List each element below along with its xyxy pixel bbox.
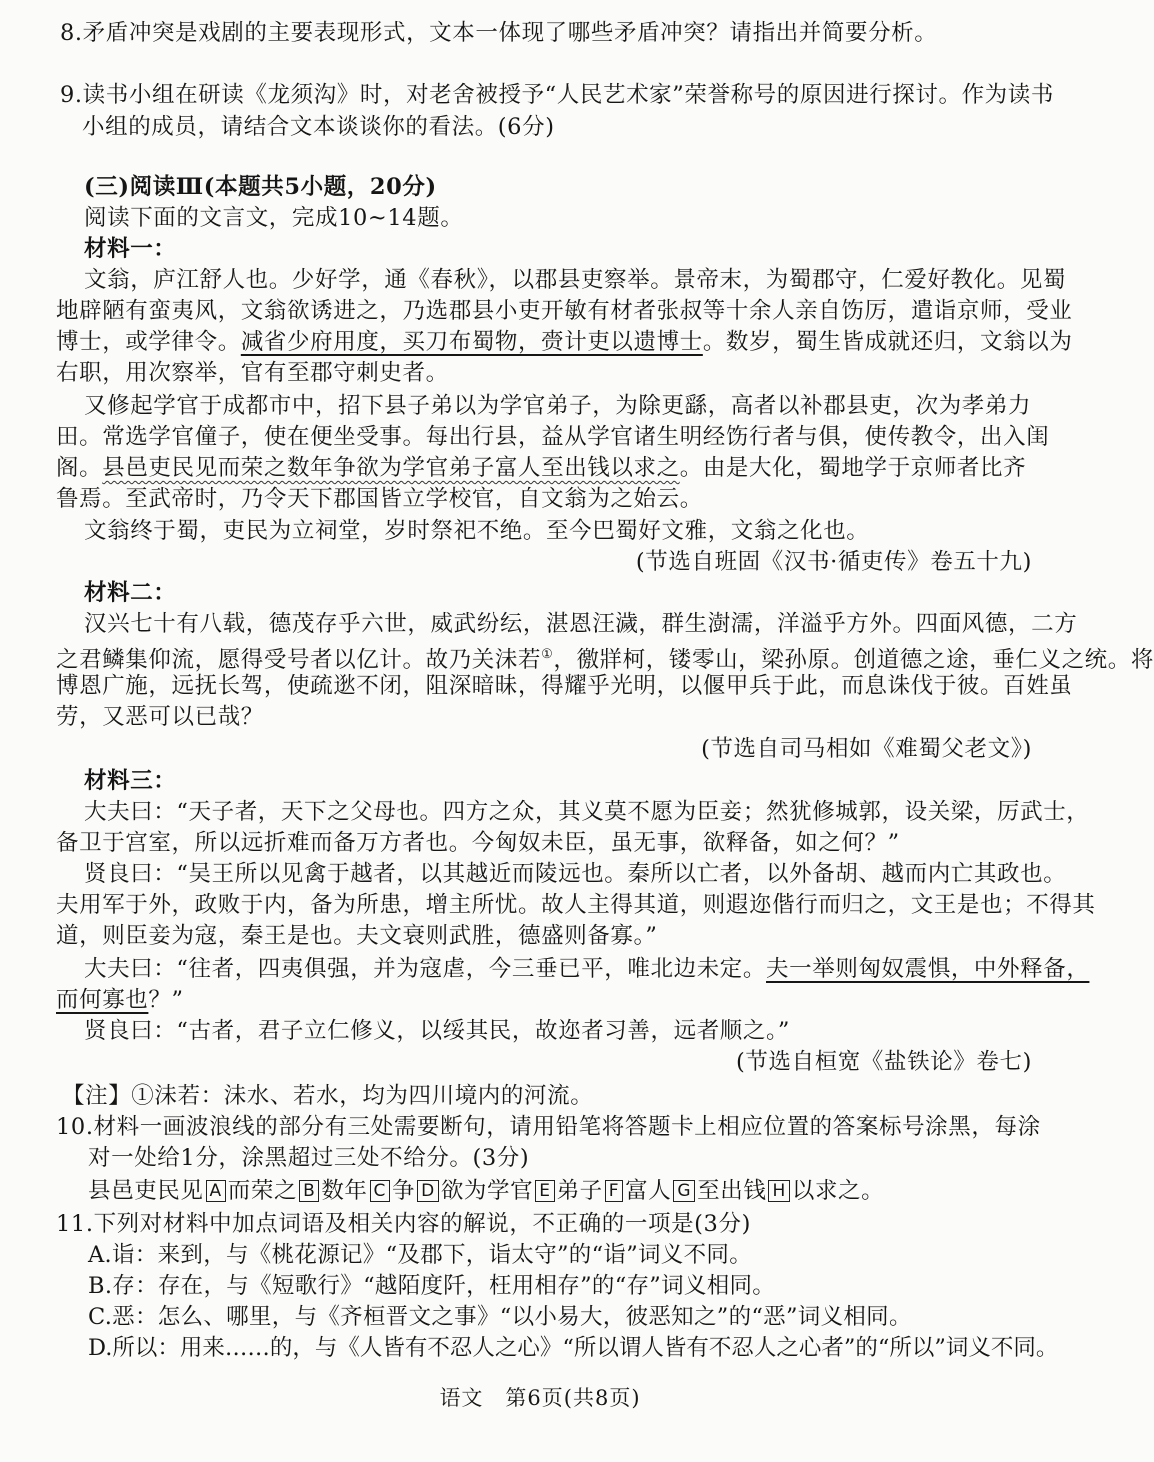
m1-p1-line-3-end: 。数岁，蜀生皆成就还归，文翁以为: [702, 329, 1073, 355]
q11-option-b: B.存：存在，与《短歌行》“越陌度阡，枉用相存”的“存”词义相同。: [88, 1273, 776, 1299]
q10-seg-7: 至出钱: [697, 1178, 767, 1204]
material-1-source: (节选自班固《汉书·循吏传》卷五十九): [635, 549, 1032, 575]
question-8: 8.矛盾冲突是戏剧的主要表现形式，文本一体现了哪些矛盾冲突？请指出并简要分析。: [60, 20, 938, 46]
answer-box-e[interactable]: E: [535, 1180, 554, 1202]
question-10-options: [88, 1176, 884, 1206]
m1-p1-line-1: 文翁，庐江舒人也。少好学，通《春秋》，以郡县吏察举。景帝末，为蜀郡守，仁爱好教化。见蜀: [84, 267, 1067, 293]
m3-dialogue-3-end: ？”: [148, 987, 184, 1013]
material-3-title: 材料三：: [84, 768, 177, 794]
m1-p2-line-2: 田。常选学官僮子，使在便坐受事。每出行县，益从学官诸生明经饬行者与俱，使传教令，出入闺: [56, 424, 1050, 450]
question-10-line-1: 10.材料一画波浪线的部分有三处需要断句，请用铅笔将答题卡上相应位置的答案标号涂黑，每涂: [56, 1114, 1041, 1140]
answer-box-a[interactable]: A: [206, 1180, 226, 1202]
answer-box-c[interactable]: C: [370, 1180, 390, 1202]
section-heading: (三)阅读Ⅲ(本题共5小题，20分): [84, 174, 437, 200]
m1-p2-line-3-end: 。由是大化，蜀地学于京师者比齐: [679, 455, 1027, 481]
m3-dialogue-2-line-3: 道，则臣妾为寇，秦王是也。夫文衰则武胜，德盛则备寡。”: [56, 923, 658, 949]
answer-box-b[interactable]: B: [299, 1180, 319, 1202]
answer-box-f[interactable]: F: [605, 1180, 623, 1202]
m2-line-2-start: 之君鳞集仰流，愿得受号者以亿计。故乃关沬若: [56, 647, 542, 673]
m3-dialogue-2-line-1: 贤良曰：“吴王所以见禽于越者，以其越近而陵远也。秦所以亡者，以外备胡、越而内亡其政也。: [84, 861, 1067, 887]
question-9-line-2: 小组的成员，请结合文本谈谈你的看法。(6分): [82, 114, 555, 140]
q10-seg-3: 争: [392, 1178, 416, 1204]
question-10-line-2: 对一处给1分，涂黑超过三处不给分。(3分): [88, 1145, 530, 1171]
underlined-sentence-1: 减省少府用度，买刀布蜀物，赍计吏以遗博士: [240, 329, 703, 355]
m3-dialogue-2-line-2: 夫用军于外，政败于内，备为所患，增主所忧。故人主得其道，则遐迩偕行而归之，文王是也；不得其: [56, 892, 1096, 918]
m3-dialogue-3-line-1: [84, 954, 1089, 984]
answer-box-g[interactable]: G: [673, 1180, 695, 1202]
m1-p1-line-3: [56, 327, 1072, 357]
q10-seg-5: 弟子: [556, 1178, 603, 1204]
question-9-line-1: 9.读书小组在研读《龙须沟》时，对老舍被授予“人民艺术家”荣誉称号的原因进行探讨。作为读书: [60, 82, 1054, 108]
m2-line-3: 博恩广施，远抚长驾，使疏逖不闭，阻深暗昧，得耀乎光明，以偃甲兵于此，而息诛伐于彼。百姓虽: [56, 673, 1073, 699]
underlined-sentence-2b: 而何寡也: [56, 987, 149, 1013]
q10-seg-8: 以求之。: [791, 1178, 885, 1204]
m3-dialogue-3-start: 大夫曰：“往者，四夷俱强，并为寇虐，今三垂已平，唯北边未定。: [84, 956, 767, 982]
m3-dialogue-4: 贤良曰：“古者，君子立仁修义，以绥其民，故迩者习善，远者顺之。”: [84, 1018, 790, 1044]
question-11-stem: 11.下列对材料中加点词语及相关内容的解说，不正确的一项是(3分): [56, 1211, 751, 1237]
q10-seg-1: 而荣之: [227, 1178, 298, 1204]
q11-option-c: C.恶：怎么、哪里，与《齐桓晋文之事》“以小易大，彼恶知之”的“恶”词义相同。: [88, 1304, 912, 1330]
m1-p2-line-1: 又修起学官于成都市中，招下县子弟以为学官弟子，为除更繇，高者以补郡县吏，次为孝弟力: [84, 393, 1032, 419]
q10-seg-2: 数年: [321, 1178, 368, 1204]
underlined-sentence-2a: 夫一举则匈奴震惧，中外释备，: [766, 956, 1090, 982]
page-footer: 语文 第6页(共8页): [439, 1386, 641, 1410]
answer-box-h[interactable]: H: [768, 1180, 789, 1202]
q10-seg-6: 富人: [625, 1178, 672, 1204]
m1-p1-line-3-start: 博士，或学律令。: [56, 329, 241, 355]
m1-p3: 文翁终于蜀，吏民为立祠堂，岁时祭祀不绝。至今巴蜀好文雅，文翁之化也。: [84, 518, 870, 544]
m3-dialogue-3-line-2: [56, 985, 184, 1015]
m1-p2-line-4: 鲁焉。至武帝时，乃令天下郡国皆立学校官，自文翁为之始云。: [56, 486, 703, 512]
footnote: 【注】①沬若：沬水、若水，均为四川境内的河流。: [62, 1083, 594, 1109]
footnote-marker: ①: [541, 647, 554, 662]
m1-p2-line-3: [56, 453, 1026, 483]
material-2-title: 材料二：: [84, 580, 177, 606]
material-1-title: 材料一：: [84, 236, 177, 262]
m1-p1-line-2: 地辟陋有蛮夷风，文翁欲诱进之，乃选郡县小吏开敏有材者张叔等十余人亲自饬厉，遣诣京师，受业: [56, 298, 1073, 324]
m2-line-1: 汉兴七十有八载，德茂存乎六世，威武纷纭，湛恩汪濊，群生澍濡，洋溢乎方外。四面风德，二方: [84, 611, 1078, 637]
m3-dialogue-1-line-1: 大夫曰：“天子者，天下之父母也。四方之众，其义莫不愿为臣妾；然犹修城郭，设关梁，厉武士，: [84, 799, 1090, 825]
answer-box-d[interactable]: D: [417, 1180, 439, 1202]
material-3-source: (节选自桓宽《盐铁论》卷七): [736, 1049, 1032, 1075]
m2-line-2: [56, 640, 1154, 675]
section-instruction: 阅读下面的文言文，完成10~14题。: [84, 205, 464, 231]
m3-dialogue-1-line-2: 备卫于宫室，所以远折难而备万方者也。今匈奴未臣，虽无事，欲释备，如之何？”: [56, 830, 900, 856]
m1-p2-line-3-start: 阁。: [56, 455, 103, 481]
q11-option-a: A.诣：来到，与《桃花源记》“及郡下，诣太守”的“诣”词义不同。: [88, 1242, 753, 1268]
m2-line-2-end: ，徼牂柯，镂零山，梁孙原。创道德之途，垂仁义之统。将: [553, 647, 1154, 673]
q10-seg-4: 欲为学官: [440, 1178, 534, 1204]
material-2-source: (节选自司马相如《难蜀父老文》): [701, 736, 1032, 762]
wavy-underlined-passage: 县邑吏民见而荣之数年争欲为学官弟子富人至出钱以求之: [102, 455, 680, 481]
q11-option-d: D.所以：用来……的，与《人皆有不忍人之心》“所以谓人皆有不忍人之心者”的“所以”词义不同。: [88, 1335, 1059, 1361]
m1-p1-line-4: 右职，用次察举，官有至郡守刺史者。: [56, 360, 449, 386]
q10-seg-0: 县邑吏民见: [88, 1178, 204, 1204]
m2-line-4: 劳，又恶可以已哉？: [56, 704, 264, 730]
